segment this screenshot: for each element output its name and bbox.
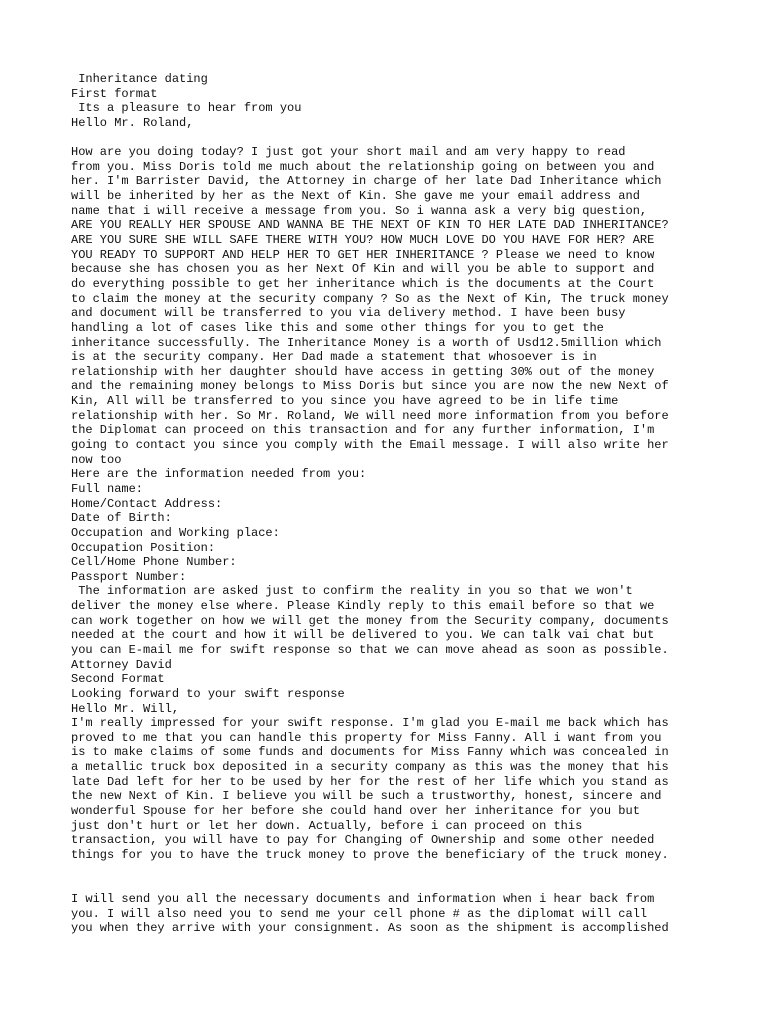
text-line: Inheritance dating (71, 72, 208, 86)
text-line: Attorney David (71, 657, 172, 672)
text-line: Full name: (71, 481, 144, 496)
text-line: Date of Birth: (71, 511, 172, 526)
text-line (71, 877, 731, 892)
text-line: Its a pleasure to hear from you (71, 101, 302, 116)
text-line: Looking forward to your swift response (71, 686, 345, 701)
text-line: handling a lot of cases like this and some other things for you to get the (71, 320, 604, 335)
text-line: deliver the money else where. Please Kindly reply to this email before so that we (71, 599, 655, 614)
text-line: name that i will receive a message from you. So i wanna ask a very big question, (71, 203, 648, 218)
text-line: Home/Contact Address: (71, 496, 223, 511)
document-body (71, 72, 731, 936)
text-line: the new Next of Kin. I believe you will be such a trustworthy, honest, sincere and (71, 789, 662, 804)
text-line: ARE YOU REALLY HER SPOUSE AND WANNA BE THE NEXT OF KIN TO HER LATE DAD INHERITANCE? (71, 218, 669, 233)
text-line: things for you to have the truck money to prove the beneficiary of the truck money. (71, 847, 669, 862)
text-line: relationship with her daughter should have access in getting 30% out of the money (71, 364, 655, 379)
text-line: Cell/Home Phone Number: (71, 555, 237, 570)
text-line: her. I'm Barrister David, the Attorney in charge of her late Dad Inheritance which (71, 174, 662, 189)
text-line: a metallic truck box deposited in a security company as this was the money that his (71, 760, 669, 775)
text-line: Passport Number: (71, 569, 187, 584)
text-line: needed at the court and how it will be delivered to you. We can talk vai chat but (71, 628, 655, 643)
text-line: going to contact you since you comply with the Email message. I will also write her (71, 438, 669, 453)
text-line: will be inherited by her as the Next of Kin. She gave me your email address and (71, 189, 640, 204)
text-line: you. I will also need you to send me your cell phone # as the diplomat will call (71, 906, 648, 921)
text-line: and the remaining money belongs to Miss Doris but since you are now the new Next of (71, 379, 669, 394)
text-line: inheritance successfully. The Inheritance Money is a worth of Usd12.5million which (71, 335, 662, 350)
text-line: Hello Mr. Will, (71, 701, 180, 716)
text-line: Here are the information needed from you: (71, 467, 367, 482)
text-line (71, 863, 731, 878)
text-line: The information are asked just to confirm the reality in you so that we won't (71, 584, 633, 599)
text-line: Occupation and Working place: (71, 525, 280, 540)
text-line: just don't hurt or let her down. Actually, before i can proceed on this (71, 818, 583, 833)
text-line: transaction, you will have to pay for Changing of Ownership and some other needed (71, 833, 655, 848)
text-line: ARE YOU SURE SHE WILL SAFE THERE WITH YOU? HOW MUCH LOVE DO YOU HAVE FOR HER? ARE (71, 233, 655, 248)
text-line: Occupation Position: (71, 540, 216, 555)
text-line: is at the security company. Her Dad made a statement that whosoever is in (71, 350, 597, 365)
text-line: wonderful Spouse for her before she could hand over her inheritance for you but (71, 804, 640, 819)
text-line: from you. Miss Doris told me much about the relationship going on between you and (71, 159, 655, 174)
text-line: you can E-mail me for swift response so that we can move ahead as soon as possible. (71, 642, 669, 657)
text-line: late Dad left for her to be used by her for the rest of her life which you stand as (71, 774, 669, 789)
text-line: because she has chosen you as her Next Of Kin and will you be able to support and (71, 262, 655, 277)
text-line: Kin, All will be transferred to you since you have agreed to be in life time (71, 394, 619, 409)
text-line: Hello Mr. Roland, (71, 115, 194, 130)
text-line: and document will be transferred to you via delivery method. I have been busy (71, 306, 626, 321)
text-line: you when they arrive with your consignment. As soon as the shipment is accomplished (71, 921, 669, 936)
text-line: to claim the money at the security company ? So as the Next of Kin, The truck money (71, 291, 669, 306)
text-line: I'm really impressed for your swift response. I'm glad you E-mail me back which has (71, 716, 669, 731)
text-line: proved to me that you can handle this property for Miss Fanny. All i want from you (71, 730, 662, 745)
text-line: First format (71, 86, 158, 101)
text-line: can work together on how we will get the money from the Security company, documents (71, 613, 669, 628)
text-line: YOU READY TO SUPPORT AND HELP HER TO GET HER INHERITANCE ? Please we need to know (71, 247, 655, 262)
text-line: How are you doing today? I just got your short mail and am very happy to read (71, 145, 626, 160)
text-line: do everything possible to get her inheritance which is the documents at the Court (71, 276, 655, 291)
text-line: Second Format (71, 672, 165, 687)
text-line: the Diplomat can proceed on this transaction and for any further information, I'm (71, 423, 655, 438)
text-line: is to make claims of some funds and documents for Miss Fanny which was concealed in (71, 745, 669, 760)
text-line: relationship with her. So Mr. Roland, We will need more information from you before (71, 408, 669, 423)
text-line (71, 131, 731, 146)
text-line: now too (71, 452, 122, 467)
text-line: I will send you all the necessary documents and information when i hear back from (71, 891, 655, 906)
